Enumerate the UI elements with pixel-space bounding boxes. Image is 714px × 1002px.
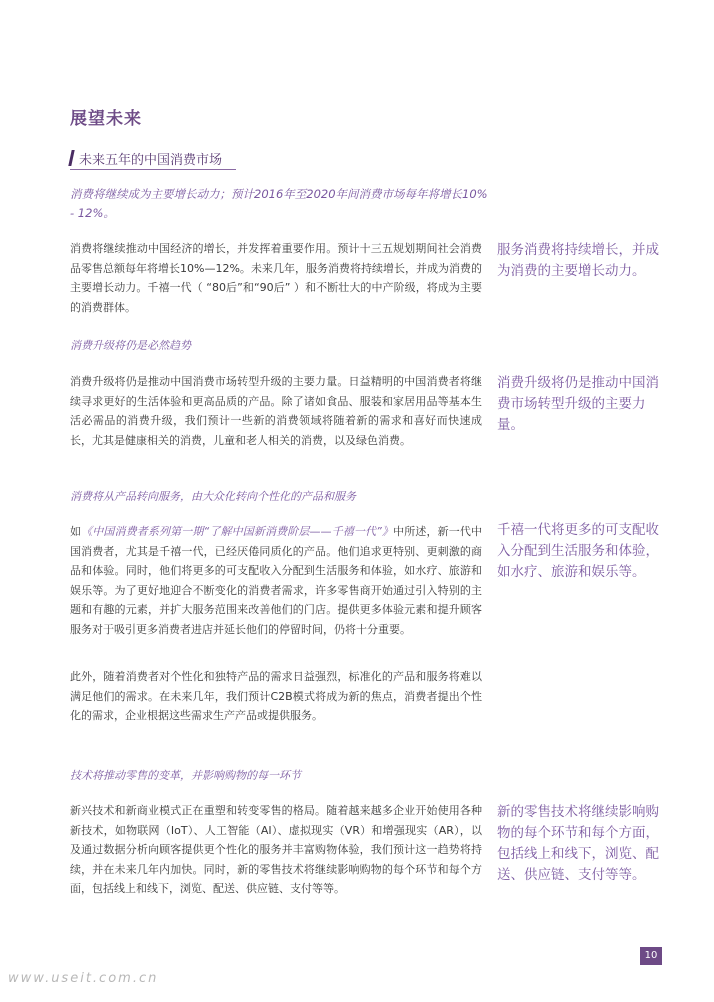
watermark: www.useit.com.cn [8, 971, 159, 986]
lead-summary: 消费将继续成为主要增长动力；预计2016年至2020年间消费市场每年将增长10% - 12%。 [70, 187, 488, 220]
pull-quote-technology: 新的零售技术将继续影响购物的每个环节和每个方面，包括线上和线下，浏览、配送、供应链、支付等等。 [497, 804, 659, 883]
paragraph-rest: 中所述，新一代中国消费者，尤其是千禧一代，已经厌倦同质化的产品。他们追求更特别、更刺激的商品和体验。同时，他们将更多的可支配收入分配到生活服务和体验，如水疗、旅游和娱乐等。为了更好地迎合不断变化的消费者需求，许多零售商开始通过引入特别的主题和有趣的元素，并扩大服务范围来改善他们的门店。提供更多体验元素和提升顾客服务对于吸引更多消费者进店并延长他们的停留时间，仍将十分重要。 [70, 525, 483, 636]
section-marker [68, 150, 74, 166]
paragraph-prefix: 如 [70, 525, 82, 538]
page-title: 展望未来 [70, 109, 142, 129]
paragraph-technology: 新兴技术和新商业模式正在重塑和转变零售的格局。随着越来越多企业开始使用各种新技术，如物联网（IoT）、人工智能（AI）、虚拟现实（VR）和增强现实（AR），以及通过数据分析向顾客提供更个性化的服务并丰富购物体验，我们预计这一趋势将持续，并在未来几年内加快。同时，新的零售技术将继续影响购物的每个环节和每个方面，包括线上和线下，浏览、配送、供应链、支付等等。 [70, 804, 482, 895]
pull-quote-upgrade: 消费升级将仍是推动中国消费市场转型升级的主要力量。 [497, 375, 659, 433]
subheading-services-shift: 消费将从产品转向服务，由大众化转向个性化的产品和服务 [70, 490, 356, 503]
paragraph-consumption-growth: 消费将继续推动中国经济的增长，并发挥着重要作用。预计十三五规划期间社会消费品零售总额每年将增长10%—12%。未来几年，服务消费将持续增长，并成为消费的主要增长动力。千禧一代（ “80后”和“90后” ）和不断壮大的中产阶级，将成为主要的消费群体。 [70, 242, 482, 314]
subheading-technology: 技术将推动零售的变革，并影响购物的每一环节 [70, 769, 301, 782]
page-number: 10 [640, 947, 662, 965]
pull-quote-services: 服务消费将持续增长，并成为消费的主要增长动力。 [497, 242, 659, 279]
paragraph-c2b: 此外，随着消费者对个性化和独特产品的需求日益强烈，标准化的产品和服务将难以满足他们的需求。在未来几年，我们预计C2B模式将成为新的焦点，消费者提出个性化的需求，企业根据这些需求生产产品或提供服务。 [70, 670, 482, 722]
pull-quote-millennials: 千禧一代将更多的可支配收入分配到生活服务和体验，如水疗、旅游和娱乐等。 [497, 522, 659, 580]
paragraph-services-shift [70, 522, 482, 639]
paragraph-upgrade: 消费升级将仍是推动中国消费市场转型升级的主要力量。日益精明的中国消费者将继续寻求更好的生活体验和更高品质的产品。除了诸如食品、服装和家居用品等基本生活必需品的消费升级，我们预计一些新的消费领域将随着新的需求和喜好而快速成长，尤其是健康相关的消费，儿童和老人相关的消费，以及绿色消费。 [70, 375, 482, 447]
section-header [70, 147, 236, 170]
report-reference-link: 《中国消费者系列第一期“了解中国新消费阶层——千禧一代”》 [81, 525, 394, 538]
subheading-upgrade: 消费升级将仍是必然趋势 [70, 339, 191, 352]
section-label: 未来五年的中国消费市场 [79, 153, 223, 168]
